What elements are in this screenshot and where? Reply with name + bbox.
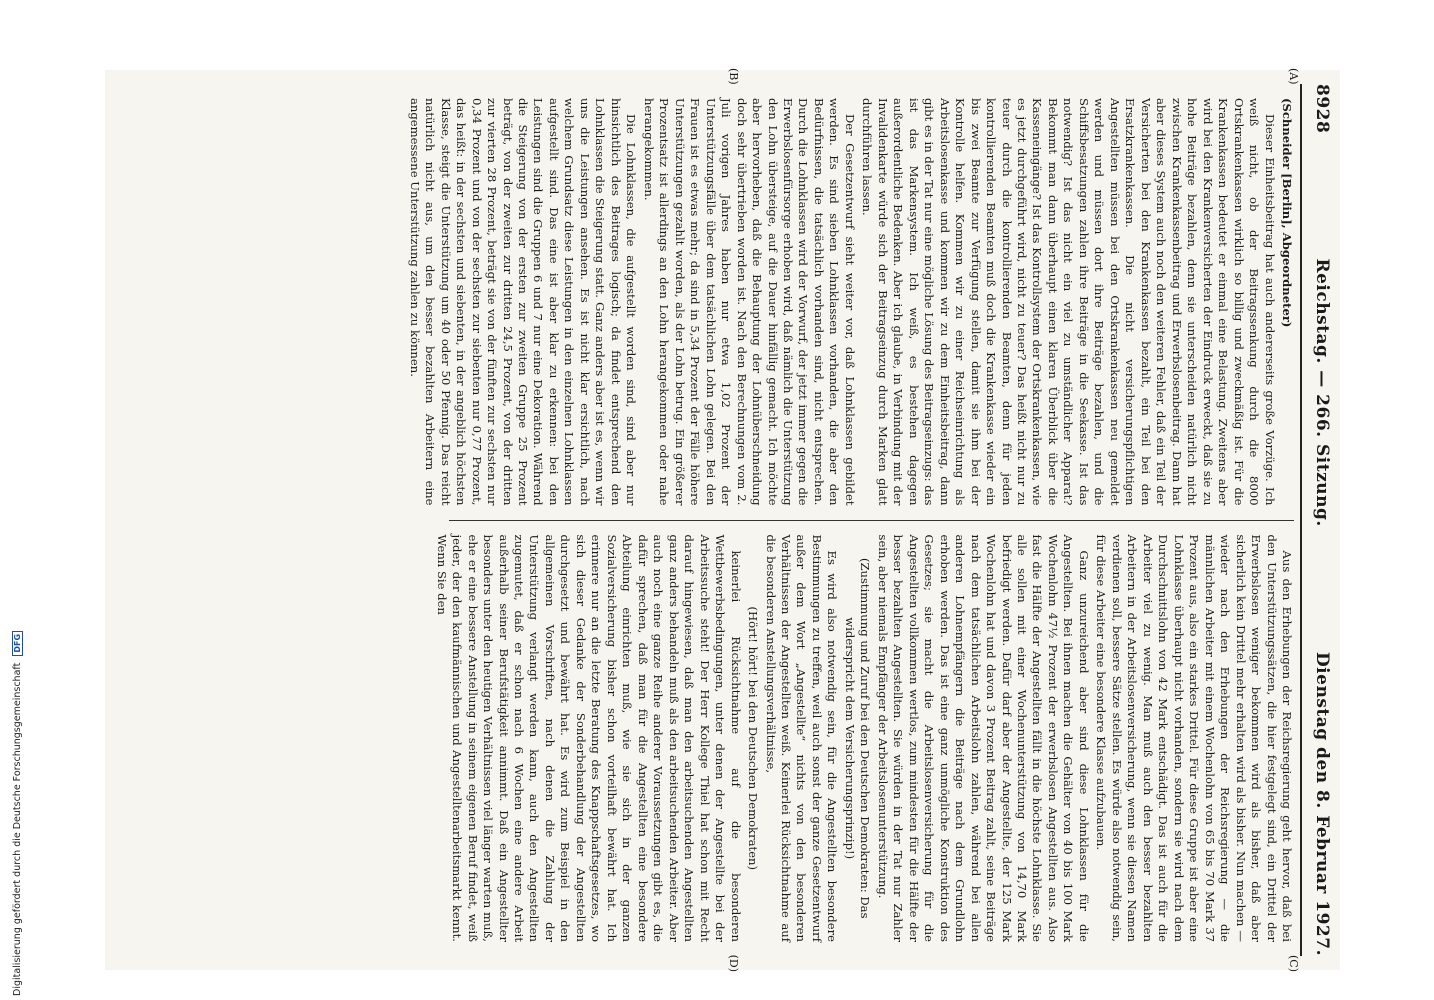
left-paragraph-1: Dieser Einheitsbeitrag hat auch andererseits große Vorzüge. Ich weiß nicht, ob der Beitragssenkung durch die 8000 Ortskrankenkassen wirklich so billig und zweckmäßig ist. Für die Krankenkassen bedeutet er einmal eine Belastung. Zweitens aber wird bei den Krankenversicherten der Eindruck erweckt, daß sie zu hohe Beiträge bezahlen, denn sie unterscheiden natürlich nicht zwischen Krankenkassenbeitrag und Erwerbslosenbeitrag. Dann hat aber dieses System auch noch den weiteren Fehler, daß ein Teil der Versicherten bei den Krankenkassen bezahlt, ein Teil bei den Ersatzkrankenkassen. Die nicht versicherungspflichtigen Angestellten müssen bei den Ortskrankenkassen neu gemeldet werden und müssen dort ihre Beiträge bezahlen, und die Schiffsbesatzungen zahlen ihre Beiträge in die Seekasse. Ist das notwendig? Ist das nicht ein viel zu umständlicher Apparat? Bekommt man dann überhaupt einen klaren Überblick über die Kasseneingänge? Ist das Kontrollsystem der Ortskrankenkassen, wie es jetzt durchgeführt wird, nicht zu teuer? Das heißt nicht nur zu teuer durch die kontrollierenden Beamten, denn für jeden kontrollierenden Beamten muß doch die Krankenkasse wieder ein bis zwei Beamte zur Verfügung stellen, damit sie ihm bei der Kontrolle helfen. Kommen wir zu einer Reichseinrichtung als Arbeitslosenkasse und kommen wir zu dem Einheitsbeitrag, dann gibt es in der Tat nur eine mögliche Lösung des Beitragseinzugs: das ist das Markensystem. Ich weiß, es bestehen dagegen außerordentliche Bedenken. Aber ich glaube, in Verbindung mit der Invalidenkarte würde sich der Beitragseinzug durch Marken glatt durchführen lassen. — [860, 98, 1277, 506]
page-title: Reichstag. — 266. Sitzung. — [1312, 258, 1332, 527]
margin-marker-a: (A) — [1287, 68, 1300, 85]
right-paragraph-2: Ganz unzureichend aber sind diese Lohnklassen für die Angestellten. Bei ihnen machen die Gehälter von 40 bis 100 Mark Wochenlohn 47½ Prozent der erwerbslosen Angestellten aus. Also fast die Hälfte der Angestellten fällt in die höchste Lohnklasse. Sie alle sollen mit einer Wochenunterstützung von 14,70 Mark befriedigt werden. Dafür darf aber der Angestellte, der 125 Mark Wochenlohn hat und davon 3 Prozent Beitrag zahlt, seine Beiträge nach dem tatsächlichen Arbeitslohn zahlen, während bei allen anderen Lohnempfängern die Beiträge nach dem Grundlohn erhoben werden. Das ist eine ganz unmögliche Konstruktion des Gesetzes; sie macht die Arbeitslosenversicherung für die Angestellten vollkommen wertlos, zum mindesten für die Hälfte der besser bezahlten Angestellten. Sie würden in der Tat nur Zahler sein, aber niemals Empfänger der Arbeitslosenunterstützung. — [875, 534, 1091, 942]
right-paragraph-4: keinerlei Rücksichtnahme auf die besonderen Wettbewerbsbedingungen, unter denen der Angestellte bei der Arbeitssuche steht! Der Herr Kollege Thiel hat schon mit Recht darauf hingewiesen, daß man den arbeitsuchenden Angestellten ganz anders behandeln muß als den arbeitsuchenden Arbeiter. Aber auch noch eine ganze Reihe anderer Voraussetzungen gibt es, die dafür sprechen, daß man für die Angestellten eine besondere Abteilung einrichten muß, wie sie sich in der ganzen Sozialversicherung bisher schon vorteilhaft bewährt hat. Ich erinnere nur an die letzte Beratung des Knappschaftsgesetzes, wo sich dieser Gedanke der Sonderbehandlung der Angestellten durchgesetzt und bewährt hat. Es wird zum Beispiel in den allgemeinen Vorschriften, nach denen die Zahlung der Unterstützung verlangt werden kann, auch den Angestellten zugemutet, daß er schon nach 6 Wochen eine andere Arbeit außerhalb seiner Berufstätigkeit annimmt. Daß ein Angestellter besonders unter den heutigen Verhältnissen viel länger warten muß, ehe er eine bessere Anstellung in seinem eigenen Beruf findet, weiß jeder, der den kaufmännischen und Angestelltenarbeitsmarkt kennt. Wenn Sie den — [434, 534, 743, 942]
digitization-credit — [12, 631, 23, 996]
speaker-label: (Schneider [Berlin], Abgeordneter) — [1280, 98, 1294, 328]
margin-marker-b: (B) — [727, 68, 740, 85]
left-paragraph-3: Die Lohnklassen, die aufgestellt worden sind, sind aber nur hinsichtlich des Beitrages logisch; da findet entsprechend den Lohnklassen die Steigerung statt. Ganz anders aber ist es, wenn wir uns die Leistungen ansehen. Es ist nicht klar ersichtlich, nach welchem Grundsatz diese Leistungen in den einzelnen Lohnklassen aufgestellt sind. Das eine ist aber klar zu erkennen: bei den Leistungen sind die Gruppen 6 und 7 nur eine Dekoration. Während die Steigerung von der ersten zur zweiten Gruppe 25 Prozent beträgt, von der zweiten zur dritten 24,5 Prozent, von der dritten zur vierten 28 Prozent, beträgt sie von der fünften zur sechsten nur 0,34 Prozent und von der sechsten zur siebenten nur 0,77 Prozent, das heißt: in der sechsten und siebenten, in der angeblich höchsten Klasse, steigt die Unterstützung um 40 oder 50 Pfennig. Das reicht natürlich nicht aus, um den besser bezahlten Arbeitern eine angemessene Unterstützung zahlen zu können. — [407, 98, 639, 506]
page-number: 8928 — [1312, 84, 1332, 134]
digitization-sidebar — [0, 0, 23, 1000]
credit-text: Digitalisierung gefördert durch die Deutsche Forschungsgemeinschaft — [12, 662, 23, 996]
page-header — [1300, 84, 1332, 956]
right-paragraph-1: Aus den Erhebungen der Reichsregierung geht hervor, daß bei den Unterstützungssätzen, die hier festgelegt sind, ein Drittel der Erwerbslosen weniger bekommen wird als bisher, daß aber sicherlich kein Drittel mehr erhalten wird als bisher. Nun machen — wieder nach den Erhebungen der Reichsregierung — die männlichen Arbeiter mit einem Wochenlohn von 65 bis 70 Mark 37 Prozent aus, also ein starkes Drittel. Für diese Gruppe ist aber eine Lohnklasse überhaupt nicht vorhanden, sondern sie wird nach dem Durchschnittslohn von 42 Mark entschädigt. Das ist auch für die Arbeiter viel zu wenig. Man muß auch den besser bezahlten Arbeitern in der Arbeitslosenversicherung, wenn sie diesen Namen verdienen soll, bessere Sätze stellen. Es würde also notwendig sein, für diese Arbeiter eine besondere Klasse aufzubauen. — [1094, 534, 1294, 942]
margin-marker-d: (D) — [727, 954, 740, 972]
interjection-1: (Zustimmung und Zuruf bei den Deutschen Demokraten: Das widerspricht dem Versicherungsprinzip!) — [842, 557, 873, 919]
left-column — [407, 84, 1294, 520]
margin-marker-c: (C) — [1287, 955, 1300, 972]
page-date: Dienstag den 8. Februar 1927. — [1312, 651, 1332, 956]
right-column — [434, 520, 1294, 957]
interjection-2: (Hört! hört! bei den Deutschen Demokraten) — [746, 606, 761, 871]
text-columns — [407, 84, 1294, 956]
dfg-logo: DFG — [12, 631, 23, 656]
rotated-scan — [105, 70, 1340, 970]
right-paragraph-3: Es wird also notwendig sein, für die Angestellten besondere Bestimmungen zu treffen, weil auch sonst der ganze Gesetzentwurf außer dem Wort „Angestellte“ nichts von den besonderen Verhältnissen der Angestellten weiß. Keinerlei Rücksichtnahme auf die besonderen Anstellungsverhältnisse, — [763, 534, 840, 942]
left-paragraph-2: Der Gesetzentwurf sieht weiter vor, daß Lohnklassen gebildet werden. Es sind sieben Lohnklassen vorhanden, die aber den Bedürfnissen, die tatsächlich vorhanden sind, nicht entsprechen. Durch die Lohnklassen wird der Vorwurf, der jetzt immer gegen die Erwerbslosenfürsorge erhoben wird, daß nämlich die Unterstützung den Lohn übersteige, auf die Dauer hinfällig gemacht. Ich möchte aber hervorheben, daß die Behauptung der Lohnüberschneidung doch sehr übertrieben worden ist. Nach den Berechnungen vom 2. Juli vorigen Jahres haben nur etwa 1,02 Prozent der Unterstützungsfälle über dem tatsächlichen Lohn gelegen. Bei den Frauen ist es etwas mehr; da sind in 5,34 Prozent der Fälle höhere Unterstützungen gezahlt worden, als der Lohn betrug. Ein größerer Prozentsatz ist allerdings an den Lohn herangekommen oder nahe herangekommen. — [641, 98, 857, 506]
